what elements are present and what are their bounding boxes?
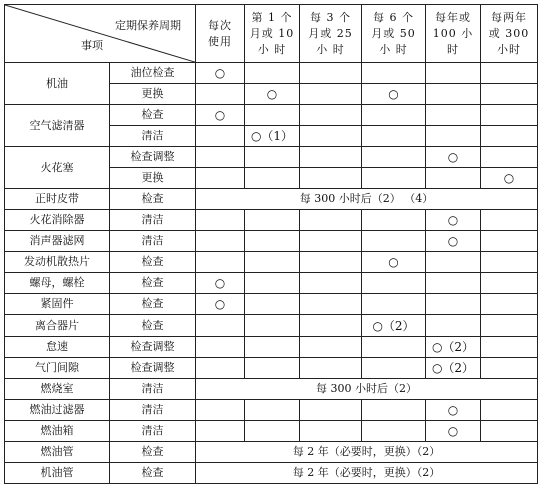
- table-row: [5, 462, 538, 483]
- item-cell: 机油: [5, 63, 110, 105]
- table-row: [5, 105, 538, 126]
- mark-cell: ○: [426, 231, 481, 252]
- table-row: [5, 210, 538, 231]
- table-row: [5, 420, 538, 441]
- item-cell: 紧固件: [5, 294, 110, 315]
- mark-cell: ○: [196, 105, 245, 126]
- item-cell: 火花塞: [5, 147, 110, 189]
- operation-cell: 检查: [110, 105, 196, 126]
- operation-cell: 检查调整: [110, 147, 196, 168]
- mark-cell: ○: [196, 63, 245, 84]
- header-corner-cell: [5, 5, 196, 63]
- item-cell: 怠速: [5, 336, 110, 357]
- mark-cell: ○（1）: [245, 126, 300, 147]
- maintenance-schedule-table: [4, 4, 538, 484]
- mark-cell: ○: [362, 84, 426, 105]
- operation-cell: 检查: [110, 441, 196, 462]
- table-row: [5, 273, 538, 294]
- operation-cell: 检查调整: [110, 336, 196, 357]
- mark-cell: ○: [426, 399, 481, 420]
- operation-cell: 检查: [110, 315, 196, 336]
- header-period-label: 定期保养周期: [115, 19, 181, 32]
- operation-cell: 检查: [110, 252, 196, 273]
- item-cell: 气门间隙: [5, 357, 110, 378]
- note-cell: 每 300 小时后（2） （4）: [196, 189, 538, 210]
- item-cell: 正时皮带: [5, 189, 110, 210]
- operation-cell: 清洁: [110, 231, 196, 252]
- mark-cell: ○: [481, 168, 538, 189]
- mark-cell: ○: [362, 252, 426, 273]
- operation-cell: 清洁: [110, 399, 196, 420]
- mark-cell: ○: [196, 273, 245, 294]
- table-row: [5, 315, 538, 336]
- item-cell: 机油管: [5, 462, 110, 483]
- table-row: [5, 252, 538, 273]
- table-row: [5, 441, 538, 462]
- operation-cell: 清洁: [110, 420, 196, 441]
- mark-cell: ○: [426, 147, 481, 168]
- table-row: [5, 399, 538, 420]
- table-row: [5, 189, 538, 210]
- table-row: [5, 336, 538, 357]
- header-period-3-months: 每 3 个 月或 25 小 时: [300, 5, 362, 63]
- mark-cell: ○: [426, 210, 481, 231]
- item-cell: 发动机散热片: [5, 252, 110, 273]
- header-period-first-month: 第 1 个 月或 10 小 时: [245, 5, 300, 63]
- item-cell: 离合器片: [5, 315, 110, 336]
- mark-cell: ○（2）: [426, 336, 481, 357]
- item-cell: 消声器滤网: [5, 231, 110, 252]
- operation-cell: 清洁: [110, 378, 196, 399]
- operation-cell: 清洁: [110, 126, 196, 147]
- operation-cell: 检查: [110, 273, 196, 294]
- item-cell: 燃油过滤器: [5, 399, 110, 420]
- header-period-yearly: 每年或 100 小 时: [426, 5, 481, 63]
- header-period-6-months: 每 6 个 月或 50 小 时: [362, 5, 426, 63]
- item-cell: 燃油箱: [5, 420, 110, 441]
- mark-cell: ○（2）: [362, 315, 426, 336]
- operation-cell: 检查: [110, 189, 196, 210]
- mark-cell: ○: [196, 294, 245, 315]
- operation-cell: 更换: [110, 84, 196, 105]
- header-item-label: 事项: [81, 39, 103, 53]
- note-cell: 每 2 年（必要时，更换）（2）: [196, 441, 538, 462]
- item-cell: 空气滤清器: [5, 105, 110, 147]
- header-period-two-years: 每两年 或 300 小时: [481, 5, 538, 63]
- operation-cell: 检查: [110, 294, 196, 315]
- mark-cell: ○（2）: [426, 357, 481, 378]
- table-row: [5, 378, 538, 399]
- item-cell: 燃烧室: [5, 378, 110, 399]
- operation-cell: 清洁: [110, 210, 196, 231]
- note-cell: 每 2 年（必要时，更换）（2）: [196, 462, 538, 483]
- operation-cell: 更换: [110, 168, 196, 189]
- item-cell: 螺母，螺栓: [5, 273, 110, 294]
- diagonal-line: [5, 5, 195, 62]
- operation-cell: 检查调整: [110, 357, 196, 378]
- note-cell: 每 300 小时后（2）: [196, 378, 538, 399]
- operation-cell: 油位检查: [110, 63, 196, 84]
- header-period-every-use: 每次 使用: [196, 5, 245, 63]
- table-row: [5, 147, 538, 168]
- item-cell: 火花消除器: [5, 210, 110, 231]
- mark-cell: ○: [426, 420, 481, 441]
- table-row: [5, 294, 538, 315]
- mark-cell: ○: [245, 84, 300, 105]
- item-cell: 燃油管: [5, 441, 110, 462]
- table-row: [5, 357, 538, 378]
- table-row: [5, 231, 538, 252]
- table-row: [5, 63, 538, 84]
- operation-cell: 检查: [110, 462, 196, 483]
